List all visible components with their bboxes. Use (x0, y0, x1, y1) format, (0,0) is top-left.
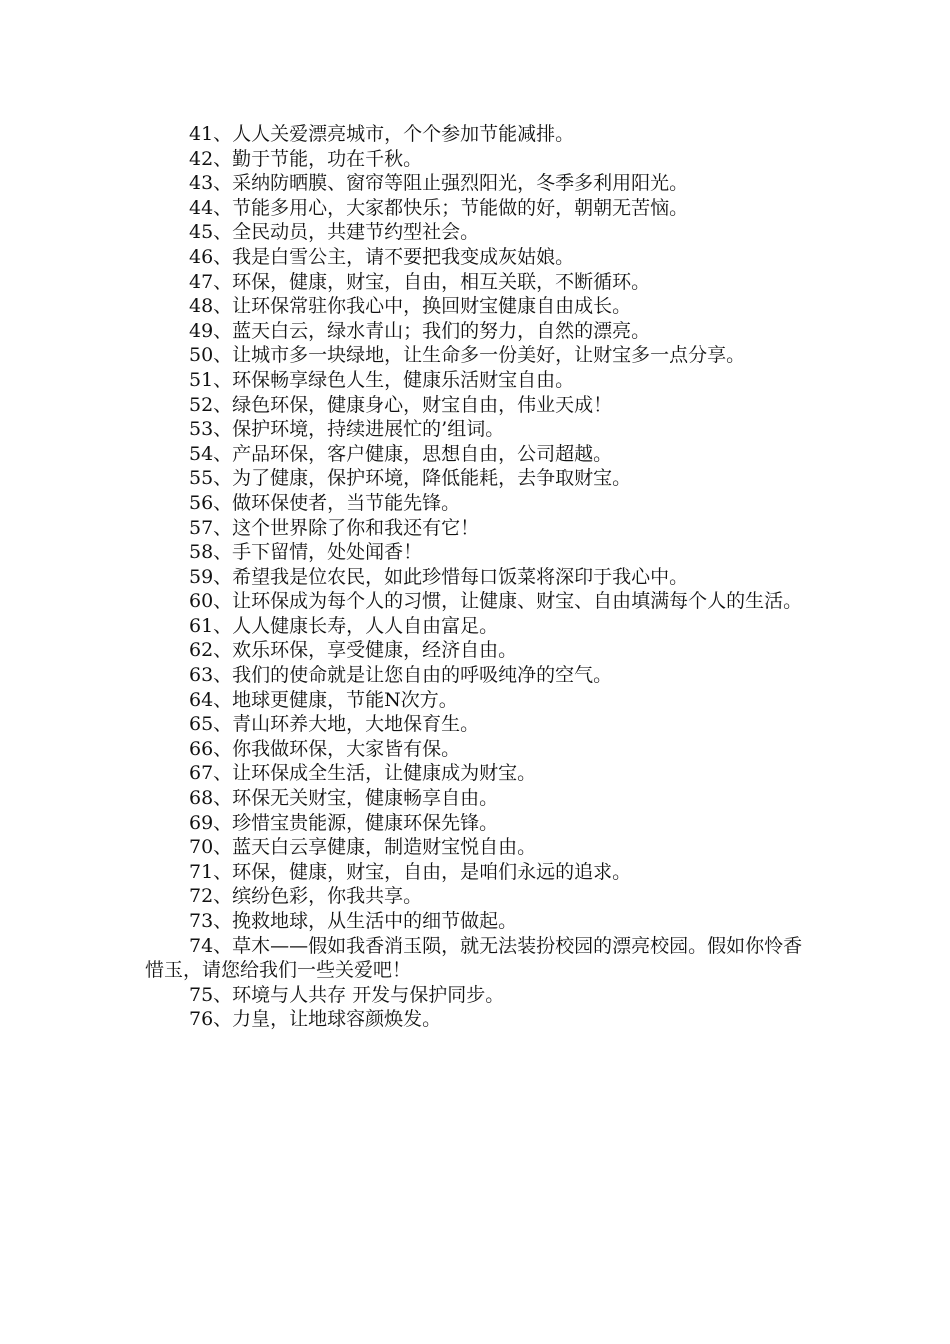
slogan-paragraph: 50、让城市多一块绿地，让生命多一份美好，让财宝多一点分享。 (189, 344, 746, 367)
slogan-paragraph: 72、缤纷色彩，你我共享。 (189, 885, 423, 908)
slogan-paragraph: 58、手下留情，处处闻香！ (189, 541, 423, 564)
slogan-paragraph: 76、力皇，让地球容颜焕发。 (189, 1008, 442, 1031)
slogan-paragraph: 56、做环保使者，当节能先锋。 (189, 491, 461, 514)
slogan-paragraph: 52、绿色环保，健康身心，财宝自由，伟业天成！ (189, 393, 613, 416)
slogan-paragraph: 49、蓝天白云，绿水青山；我们的努力，自然的漂亮。 (189, 319, 651, 342)
slogan-paragraph: 53、保护环境，持续进展忙的’组词。 (189, 418, 505, 441)
slogan-paragraph: 48、让环保常驻你我心中，换回财宝健康自由成长。 (189, 295, 632, 318)
slogan-paragraph: 68、环保无关财宝，健康畅享自由。 (189, 787, 499, 810)
slogan-paragraph: 43、采纳防晒膜、窗帘等阻止强烈阳光，冬季多利用阳光。 (189, 172, 689, 195)
slogan-paragraph: 67、让环保成全生活，让健康成为财宝。 (189, 762, 537, 785)
slogan-paragraph: 65、青山环养大地，大地保育生。 (189, 713, 480, 736)
slogan-paragraph: 44、节能多用心，大家都快乐；节能做的好，朝朝无苦恼。 (189, 196, 689, 219)
slogan-paragraph: 55、为了健康，保护环境，降低能耗，去争取财宝。 (189, 467, 632, 490)
slogan-paragraph: 64、地球更健康，节能N次方。 (189, 688, 458, 711)
slogan-paragraph: 62、欢乐环保，享受健康，经济自由。 (189, 639, 518, 662)
document-body (145, 122, 810, 1032)
slogan-paragraph: 61、人人健康长寿，人人自由富足。 (189, 614, 499, 637)
slogan-paragraph: 46、我是白雪公主，请不要把我变成灰姑娘。 (189, 245, 575, 268)
slogan-paragraph: 71、环保，健康，财宝，自由，是咱们永远的追求。 (189, 860, 632, 883)
slogan-paragraph: 45、全民动员，共建节约型社会。 (189, 221, 480, 244)
slogan-paragraph: 51、环保畅享绿色人生，健康乐活财宝自由。 (189, 368, 575, 391)
slogan-paragraph: 57、这个世界除了你和我还有它！ (189, 516, 480, 539)
slogan-paragraph: 73、挽救地球，从生活中的细节做起。 (189, 910, 518, 932)
slogan-paragraph: 54、产品环保，客户健康，思想自由，公司超越。 (189, 442, 613, 465)
slogan-paragraph: 41、人人关爱漂亮城市，个个参加节能减排。 (189, 123, 575, 145)
slogan-paragraph: 70、蓝天白云享健康，制造财宝悦自由。 (189, 836, 537, 859)
slogan-paragraph: 63、我们的使命就是让您自由的呼吸纯净的空气。 (189, 664, 613, 687)
slogan-paragraph: 59、希望我是位农民，如此珍惜每口饭菜将深印于我心中。 (189, 565, 689, 588)
slogan-paragraph: 42、勤于节能，功在千秋。 (189, 147, 423, 170)
slogan-paragraph: 69、珍惜宝贵能源，健康环保先锋。 (189, 811, 499, 834)
slogan-paragraph: 47、环保，健康，财宝，自由，相互关联，不断循环。 (189, 270, 651, 293)
slogan-paragraph: 60、让环保成为每个人的习惯，让健康、财宝、自由填满每个人的生活。 (189, 590, 803, 613)
slogan-paragraph: 74、草木——假如我香消玉陨，就无法装扮校园的漂亮校园。假如你怜香惜玉，请您给我们一些关爱吧！ (145, 934, 803, 982)
slogan-paragraph: 66、你我做环保，大家皆有保。 (189, 737, 461, 760)
slogan-paragraph: 75、环境与人共存 开发与保护同步。 (189, 983, 505, 1006)
